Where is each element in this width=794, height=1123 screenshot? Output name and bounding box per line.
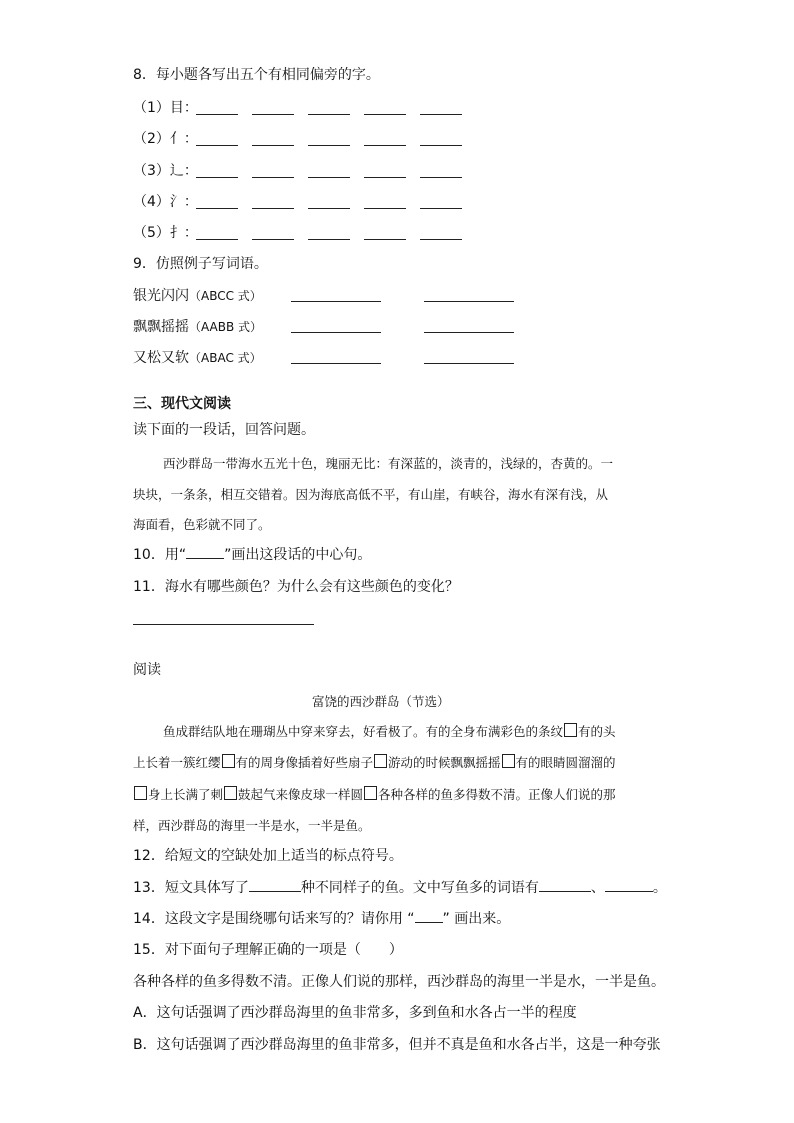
answer-blank[interactable] [252,131,294,146]
answer-blank[interactable] [605,879,653,892]
option-a[interactable]: A．这句话强调了西沙群岛海里的鱼非常多，多到鱼和水各占一半的程度 [133,1005,577,1021]
answer-line[interactable] [424,332,514,333]
q9-example-2 [133,317,262,337]
passage-line [163,722,616,740]
answer-blank[interactable] [252,100,294,115]
answer-line[interactable] [291,301,381,302]
q9-example-pattern: （ABCC 式） [189,289,262,303]
q9-example-pattern: （ABAC 式） [189,351,262,365]
passage-line: 西沙群岛一带海水五光十色，瑰丽无比：有深蓝的，淡青的，浅绿的，杏黄的。一 [163,456,614,471]
q8-item-2-label: （2）亻： [133,131,198,147]
q8-title: 8．每小题各写出五个有相同偏旁的字。 [133,67,380,83]
q8-item-5-label: （5）扌： [133,225,198,241]
q14 [133,909,510,929]
q8-item-3-label: （3）辶： [133,163,198,179]
answer-blank[interactable] [364,194,406,209]
reading-label: 阅读 [133,662,161,678]
punctuation-box[interactable] [502,754,515,768]
passage-line [133,785,616,803]
passage-line: 海面看，色彩就不同了。 [133,517,271,532]
answer-blank[interactable] [364,225,406,240]
passage-text: 各种各样的鱼多得数不清。正像人们说的那 [378,787,616,802]
q9-example-word: 飘飘摇摇 [133,319,189,335]
answer-line[interactable] [133,624,314,625]
passage-line: 块块，一条条，相互交错着。因为海底高低不平，有山崖，有峡谷，海水有深有浅，从 [133,487,609,502]
q13-text: 。 [652,880,667,896]
q10-underline-sample [186,546,224,559]
q14-underline-sample [415,910,443,923]
q12: 12．给短文的空缺处加上适当的标点符号。 [133,848,403,864]
answer-blank[interactable] [308,194,350,209]
passage-text: 游动的时候飘飘摇摇 [388,755,501,770]
q14-text: ” 画出来。 [442,911,511,927]
passage-title: 富饶的西沙群岛（节选） [312,694,450,709]
punctuation-box[interactable] [364,786,377,800]
answer-line[interactable] [424,301,514,302]
q13-text: 种不同样子的鱼。文中写鱼多的词语有 [300,880,539,896]
answer-blank[interactable] [420,100,462,115]
passage-text: 有的眼睛圆溜溜的 [515,755,616,770]
answer-blank[interactable] [252,225,294,240]
q9-title: 9．仿照例子写词语。 [133,256,268,272]
q11: 11．海水有哪些颜色？为什么会有这些颜色的变化？ [133,579,459,595]
answer-blank[interactable] [196,163,238,178]
q9-example-word: 银光闪闪 [133,288,189,304]
answer-blank[interactable] [539,879,591,892]
punctuation-box[interactable] [222,754,235,768]
answer-line[interactable] [291,332,381,333]
answer-blank[interactable] [249,879,301,892]
punctuation-box[interactable] [374,754,387,768]
answer-blank[interactable] [420,131,462,146]
answer-blank[interactable] [420,194,462,209]
passage-text: 有的周身像插着好些扇子 [235,755,374,770]
answer-blank[interactable] [252,163,294,178]
q9-example-pattern: （AABB 式） [189,320,263,334]
punctuation-box[interactable] [134,786,147,800]
passage-line [133,753,616,771]
answer-blank[interactable] [364,163,406,178]
q14-text: 14．这段文字是围绕哪句话来写的？请你用 “ [133,911,415,927]
passage-line: 样，西沙群岛的海里一半是水，一半是鱼。 [133,818,371,833]
option-b[interactable]: B．这句话强调了西沙群岛海里的鱼非常多，但并不真是鱼和水各占半，这是一种夸张 [133,1037,661,1053]
passage-text: 鱼成群结队地在珊瑚丛中穿来穿去，好看极了。有的全身布满彩色的条纹 [163,724,564,739]
answer-blank[interactable] [196,131,238,146]
q9-example-3 [133,348,262,368]
q10-text-a: 10．用“ [133,547,187,563]
answer-blank[interactable] [420,225,462,240]
answer-blank[interactable] [252,194,294,209]
q15: 15．对下面句子理解正确的一项是（ ） [133,942,403,958]
answer-blank[interactable] [308,225,350,240]
answer-blank[interactable] [196,100,238,115]
answer-blank[interactable] [420,163,462,178]
q10-text-b: ”画出这段话的中心句。 [224,547,372,563]
answer-blank[interactable] [364,100,406,115]
answer-blank[interactable] [308,100,350,115]
answer-blank[interactable] [196,194,238,209]
q10 [133,545,371,565]
q9-example-1 [133,286,262,306]
section-heading: 三、现代文阅读 [133,396,231,412]
answer-blank[interactable] [308,131,350,146]
passage-text: 身上长满了刺 [148,787,224,802]
punctuation-box[interactable] [224,786,237,800]
answer-blank[interactable] [364,131,406,146]
punctuation-box[interactable] [564,723,577,737]
q13-text: 、 [590,880,605,896]
passage-text: 鼓起气来像皮球一样圆 [238,787,364,802]
passage-text: 有的头 [578,724,616,739]
answer-line[interactable] [291,363,381,364]
q13-text: 13．短文具体写了 [133,880,249,896]
answer-line[interactable] [424,363,514,364]
q8-item-4-label: （4）氵： [133,194,198,210]
q13 [133,878,667,898]
q9-example-word: 又松又软 [133,350,189,366]
q8-item-1-label: （1）目： [133,100,198,116]
answer-blank[interactable] [308,163,350,178]
passage-text: 上长着一簇红缨 [133,755,221,770]
answer-blank[interactable] [196,225,238,240]
instruction: 读下面的一段话，回答问题。 [133,422,315,438]
q15-sentence: 各种各样的鱼多得数不清。正像人们说的那样，西沙群岛的海里一半是水，一半是鱼。 [133,974,665,990]
